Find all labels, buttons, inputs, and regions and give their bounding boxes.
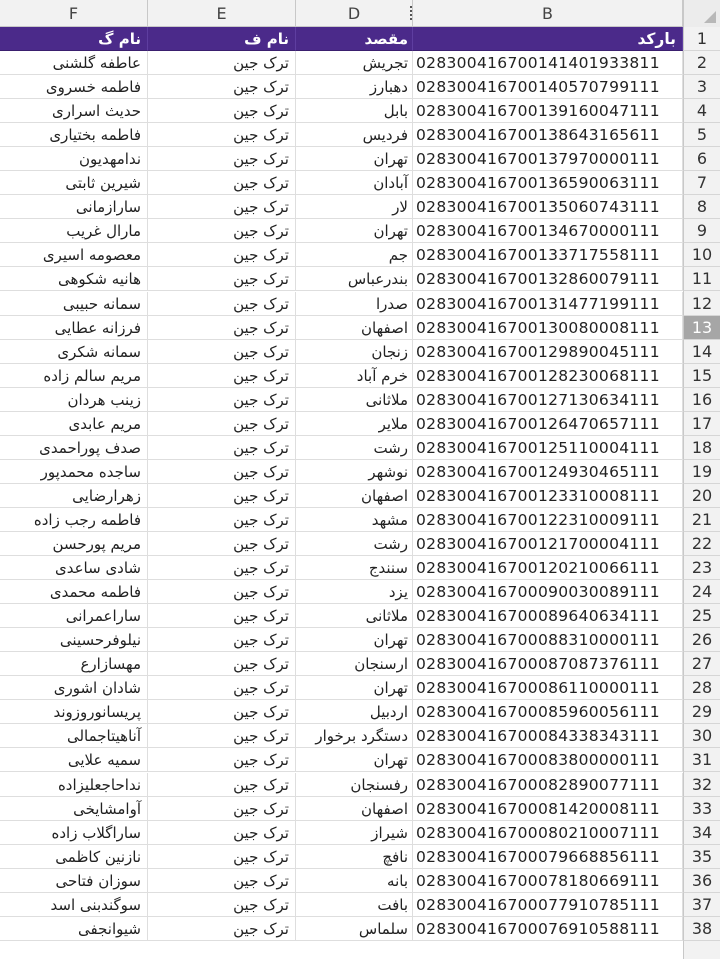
- cell-destination[interactable]: اصفهان: [296, 484, 413, 508]
- cell-destination[interactable]: اصفهان: [296, 316, 413, 340]
- column-header-f[interactable]: F: [0, 0, 148, 27]
- cell-name-f[interactable]: ترک جین: [148, 75, 296, 99]
- cell-destination[interactable]: ملاثانی: [296, 604, 413, 628]
- cell-name-g[interactable]: مهسازارع: [0, 652, 148, 676]
- cell-name-f[interactable]: ترک جین: [148, 436, 296, 460]
- cell-name-g[interactable]: مارال غریب: [0, 219, 148, 243]
- cell-name-f[interactable]: ترک جین: [148, 316, 296, 340]
- cell-name-f[interactable]: ترک جین: [148, 556, 296, 580]
- row-number[interactable]: 38: [683, 917, 720, 941]
- cell-destination[interactable]: نوشهر: [296, 460, 413, 484]
- cell-name-g[interactable]: فرزانه عطایی: [0, 316, 148, 340]
- cell-name-f[interactable]: ترک جین: [148, 219, 296, 243]
- cell-barcode[interactable]: 028300416700081420008111: [413, 797, 683, 821]
- table-row: [0, 700, 720, 724]
- table-row: [0, 917, 720, 941]
- cell-name-f[interactable]: ترک جین: [148, 821, 296, 845]
- cell-barcode[interactable]: 028300416700132860079111: [413, 267, 683, 291]
- cell-destination[interactable]: بابل: [296, 99, 413, 123]
- table-row: [0, 676, 720, 700]
- cell-name-g[interactable]: عاطفه گلشنی: [0, 51, 148, 75]
- cell-destination[interactable]: رفسنجان: [296, 773, 413, 797]
- cell-name-f[interactable]: ترک جین: [148, 123, 296, 147]
- cell-destination[interactable]: اردبیل: [296, 700, 413, 724]
- header-cell-name-g[interactable]: نام گ: [0, 27, 148, 51]
- cell-name-f[interactable]: ترک جین: [148, 700, 296, 724]
- cell-name-g[interactable]: سوزان فتاحی: [0, 869, 148, 893]
- cell-name-f[interactable]: ترک جین: [148, 292, 296, 316]
- cell-destination[interactable]: بافت: [296, 893, 413, 917]
- cell-barcode[interactable]: 028300416700123310008111: [413, 484, 683, 508]
- cell-name-f[interactable]: ترک جین: [148, 580, 296, 604]
- row-number[interactable]: 8: [683, 195, 720, 219]
- cell-name-f[interactable]: ترک جین: [148, 845, 296, 869]
- cell-name-g[interactable]: فاطمه رجب زاده: [0, 508, 148, 532]
- cell-name-f[interactable]: ترک جین: [148, 893, 296, 917]
- cell-name-g[interactable]: حدیث اسراری: [0, 99, 148, 123]
- row-number[interactable]: 1: [683, 27, 720, 51]
- row-number[interactable]: 33: [683, 797, 720, 821]
- cell-name-g[interactable]: صدف پوراحمدی: [0, 436, 148, 460]
- cell-name-f[interactable]: ترک جین: [148, 267, 296, 291]
- cell-barcode[interactable]: 028300416700122310009111: [413, 508, 683, 532]
- row-number[interactable]: 35: [683, 845, 720, 869]
- table-row: [0, 604, 720, 628]
- row-number[interactable]: 6: [683, 147, 720, 171]
- cell-name-g[interactable]: مریم سالم زاده: [0, 364, 148, 388]
- row-number[interactable]: 31: [683, 748, 720, 772]
- table-row: [0, 652, 720, 676]
- cell-name-g[interactable]: سمانه شکری: [0, 340, 148, 364]
- cell-destination[interactable]: تهران: [296, 147, 413, 171]
- cell-destination[interactable]: سلماس: [296, 917, 413, 941]
- cell-barcode[interactable]: 028300416700128230068111: [413, 364, 683, 388]
- cell-name-f[interactable]: ترک جین: [148, 243, 296, 267]
- cell-destination[interactable]: تهران: [296, 219, 413, 243]
- table-row: [0, 869, 720, 893]
- cell-destination[interactable]: یزد: [296, 580, 413, 604]
- cell-barcode[interactable]: 028300416700130080008111: [413, 316, 683, 340]
- row-number[interactable]: 36: [683, 869, 720, 893]
- header-cell-barcode[interactable]: بارکد: [413, 27, 683, 51]
- table-row: [0, 388, 720, 412]
- row-number[interactable]: 20: [683, 484, 720, 508]
- cell-name-f[interactable]: ترک جین: [148, 652, 296, 676]
- column-header-e[interactable]: E: [148, 0, 296, 27]
- cell-name-f[interactable]: ترک جین: [148, 147, 296, 171]
- table-row: [0, 436, 720, 460]
- cell-name-g[interactable]: هانیه شکوهی: [0, 267, 148, 291]
- column-header-bar: [0, 0, 720, 27]
- cell-barcode[interactable]: 028300416700082890077111: [413, 773, 683, 797]
- table-row: [0, 532, 720, 556]
- cell-barcode[interactable]: 028300416700136590063111: [413, 171, 683, 195]
- table-row: [0, 748, 720, 772]
- row-number[interactable]: 17: [683, 412, 720, 436]
- cell-barcode[interactable]: 028300416700083800000111: [413, 748, 683, 772]
- cell-name-f[interactable]: ترک جین: [148, 51, 296, 75]
- cell-name-g[interactable]: فاطمه محمدی: [0, 580, 148, 604]
- cell-destination[interactable]: شیراز: [296, 821, 413, 845]
- select-all-corner[interactable]: [683, 0, 720, 27]
- table-row: [0, 412, 720, 436]
- row-number[interactable]: 15: [683, 364, 720, 388]
- cell-name-g[interactable]: ندامهدیون: [0, 147, 148, 171]
- cell-barcode[interactable]: 028300416700120210066111: [413, 556, 683, 580]
- row-number[interactable]: 2: [683, 51, 720, 75]
- cell-name-f[interactable]: ترک جین: [148, 340, 296, 364]
- cell-destination[interactable]: تهران: [296, 676, 413, 700]
- table-row: [0, 364, 720, 388]
- row-number[interactable]: 16: [683, 388, 720, 412]
- cell-destination[interactable]: ارسنجان: [296, 652, 413, 676]
- cell-barcode[interactable]: 028300416700124930465111: [413, 460, 683, 484]
- table-row: [0, 243, 720, 267]
- row-number[interactable]: 3: [683, 75, 720, 99]
- cell-barcode[interactable]: 028300416700141401933811: [413, 51, 683, 75]
- row-number[interactable]: 5: [683, 123, 720, 147]
- cell-destination[interactable]: آبادان: [296, 171, 413, 195]
- cell-barcode[interactable]: 028300416700087087376111: [413, 652, 683, 676]
- cell-name-f[interactable]: ترک جین: [148, 724, 296, 748]
- table-row: [0, 724, 720, 748]
- cell-name-g[interactable]: فاطمه خسروی: [0, 75, 148, 99]
- cell-destination[interactable]: ملایر: [296, 412, 413, 436]
- cell-destination[interactable]: دهبارز: [296, 75, 413, 99]
- cell-name-g[interactable]: نیلوفرحسینی: [0, 628, 148, 652]
- row-number[interactable]: 12: [683, 292, 720, 316]
- table-row: [0, 147, 720, 171]
- cell-barcode[interactable]: 028300416700089640634111: [413, 604, 683, 628]
- row-number[interactable]: 28: [683, 676, 720, 700]
- row-number[interactable]: 14: [683, 340, 720, 364]
- table-row: [0, 123, 720, 147]
- cell-name-f[interactable]: ترک جین: [148, 99, 296, 123]
- cell-name-g[interactable]: معصومه اسیری: [0, 243, 148, 267]
- table-row: [0, 99, 720, 123]
- table-row: [0, 267, 720, 291]
- cell-barcode[interactable]: 028300416700133717558111: [413, 243, 683, 267]
- cell-name-g[interactable]: سمانه حبیبی: [0, 292, 148, 316]
- row-number[interactable]: 25: [683, 604, 720, 628]
- cell-name-g[interactable]: آناهیتاجمالی: [0, 724, 148, 748]
- cell-destination[interactable]: رشت: [296, 532, 413, 556]
- cell-barcode[interactable]: 028300416700137970000111: [413, 147, 683, 171]
- table-row: [0, 340, 720, 364]
- table-row: [0, 628, 720, 652]
- cell-destination[interactable]: بندرعباس: [296, 267, 413, 291]
- cell-name-f[interactable]: ترک جین: [148, 412, 296, 436]
- row-number[interactable]: 10: [683, 243, 720, 267]
- row-number[interactable]: 7: [683, 171, 720, 195]
- row-number[interactable]: 11: [683, 267, 720, 291]
- cell-name-f[interactable]: ترک جین: [148, 676, 296, 700]
- cell-barcode[interactable]: 028300416700121700004111: [413, 532, 683, 556]
- row-number[interactable]: 23: [683, 556, 720, 580]
- cell-name-g[interactable]: سمیه علایی: [0, 748, 148, 772]
- cell-name-g[interactable]: زینب هردان: [0, 388, 148, 412]
- table-row: [0, 51, 720, 75]
- cell-name-f[interactable]: ترک جین: [148, 748, 296, 772]
- row-number[interactable]: 22: [683, 532, 720, 556]
- cell-barcode[interactable]: 028300416700126470657111: [413, 412, 683, 436]
- cell-name-f[interactable]: ترک جین: [148, 388, 296, 412]
- cell-destination[interactable]: تهران: [296, 628, 413, 652]
- row-number[interactable]: 4: [683, 99, 720, 123]
- table-row: [0, 821, 720, 845]
- cell-name-f[interactable]: ترک جین: [148, 628, 296, 652]
- cell-name-g[interactable]: ساجده محمدپور: [0, 460, 148, 484]
- column-header-d[interactable]: D: [296, 0, 413, 27]
- cell-destination[interactable]: دستگرد برخوار: [296, 724, 413, 748]
- table-row: [0, 556, 720, 580]
- cell-destination[interactable]: ملاثانی: [296, 388, 413, 412]
- cell-name-g[interactable]: نداحاجعلیزاده: [0, 773, 148, 797]
- cell-barcode[interactable]: 028300416700140570799111: [413, 75, 683, 99]
- cell-name-g[interactable]: شیوانجفی: [0, 917, 148, 941]
- cell-barcode[interactable]: 028300416700088310000111: [413, 628, 683, 652]
- cell-name-f[interactable]: ترک جین: [148, 869, 296, 893]
- cell-name-f[interactable]: ترک جین: [148, 797, 296, 821]
- cell-name-g[interactable]: زهرارضایی: [0, 484, 148, 508]
- row-number[interactable]: 32: [683, 773, 720, 797]
- table-row: [0, 580, 720, 604]
- cell-destination[interactable]: خرم آباد: [296, 364, 413, 388]
- cell-destination[interactable]: سنندج: [296, 556, 413, 580]
- cell-name-f[interactable]: ترک جین: [148, 773, 296, 797]
- row-number[interactable]: 9: [683, 219, 720, 243]
- cell-name-g[interactable]: آوامشایخی: [0, 797, 148, 821]
- row-number[interactable]: 19: [683, 460, 720, 484]
- cell-destination[interactable]: تهران: [296, 748, 413, 772]
- cell-name-g[interactable]: فاطمه بختیاری: [0, 123, 148, 147]
- cell-name-g[interactable]: ساراگلاب زاده: [0, 821, 148, 845]
- row-number[interactable]: 18: [683, 436, 720, 460]
- table-row: [0, 195, 720, 219]
- cell-barcode[interactable]: 028300416700085960056111: [413, 700, 683, 724]
- cell-barcode[interactable]: 028300416700086110000111: [413, 676, 683, 700]
- row-number[interactable]: 30: [683, 724, 720, 748]
- cell-destination[interactable]: صدرا: [296, 292, 413, 316]
- cell-name-f[interactable]: ترک جین: [148, 460, 296, 484]
- cell-destination[interactable]: اصفهان: [296, 797, 413, 821]
- cell-destination[interactable]: فردیس: [296, 123, 413, 147]
- cell-destination[interactable]: زنجان: [296, 340, 413, 364]
- cell-name-f[interactable]: ترک جین: [148, 917, 296, 941]
- cell-destination[interactable]: نافچ: [296, 845, 413, 869]
- cell-name-g[interactable]: شیرین ثابتی: [0, 171, 148, 195]
- table-row: [0, 460, 720, 484]
- column-header-b[interactable]: B: [413, 0, 683, 27]
- cell-name-g[interactable]: سارازمانی: [0, 195, 148, 219]
- table-row: [0, 845, 720, 869]
- row-number[interactable]: 24: [683, 580, 720, 604]
- row-number[interactable]: 27: [683, 652, 720, 676]
- header-data-row: [0, 27, 720, 51]
- cell-destination[interactable]: جم: [296, 243, 413, 267]
- header-cell-destination[interactable]: مقصد: [296, 27, 413, 51]
- cell-name-g[interactable]: شادی ساعدی: [0, 556, 148, 580]
- cell-name-f[interactable]: ترک جین: [148, 532, 296, 556]
- row-number[interactable]: 26: [683, 628, 720, 652]
- cell-name-g[interactable]: شادان اشوری: [0, 676, 148, 700]
- table-row: [0, 484, 720, 508]
- cell-barcode[interactable]: 028300416700139160047111: [413, 99, 683, 123]
- cell-barcode[interactable]: 028300416700077910785111: [413, 893, 683, 917]
- cell-barcode[interactable]: 028300416700135060743111: [413, 195, 683, 219]
- cell-name-g[interactable]: سوگندبنی اسد: [0, 893, 148, 917]
- cell-name-f[interactable]: ترک جین: [148, 171, 296, 195]
- row-number[interactable]: 21: [683, 508, 720, 532]
- cell-destination[interactable]: بانه: [296, 869, 413, 893]
- cell-name-f[interactable]: ترک جین: [148, 604, 296, 628]
- cell-name-g[interactable]: پریسانوروزوند: [0, 700, 148, 724]
- cell-name-f[interactable]: ترک جین: [148, 508, 296, 532]
- table-row: [0, 797, 720, 821]
- cell-name-g[interactable]: ساراعمرانی: [0, 604, 148, 628]
- table-row: [0, 171, 720, 195]
- cell-barcode[interactable]: 028300416700129890045111: [413, 340, 683, 364]
- cell-name-f[interactable]: ترک جین: [148, 364, 296, 388]
- cell-name-g[interactable]: نازنین کاظمی: [0, 845, 148, 869]
- cell-name-g[interactable]: مریم پورحسن: [0, 532, 148, 556]
- row-number[interactable]: 34: [683, 821, 720, 845]
- row-number[interactable]: 37: [683, 893, 720, 917]
- cell-destination[interactable]: لار: [296, 195, 413, 219]
- cell-name-g[interactable]: مریم عابدی: [0, 412, 148, 436]
- table-row: [0, 316, 720, 340]
- cell-barcode[interactable]: 028300416700125110004111: [413, 436, 683, 460]
- table-row: [0, 292, 720, 316]
- table-row: [0, 893, 720, 917]
- header-cell-name-f[interactable]: نام ف: [148, 27, 296, 51]
- cell-name-f[interactable]: ترک جین: [148, 484, 296, 508]
- cell-barcode[interactable]: 028300416700079668856111: [413, 845, 683, 869]
- cell-barcode[interactable]: 028300416700090030089111: [413, 580, 683, 604]
- cell-barcode[interactable]: 028300416700138643165611: [413, 123, 683, 147]
- cell-barcode[interactable]: 028300416700080210007111: [413, 821, 683, 845]
- cell-destination[interactable]: مشهد: [296, 508, 413, 532]
- cell-barcode[interactable]: 028300416700134670000111: [413, 219, 683, 243]
- cell-barcode[interactable]: 028300416700076910588111: [413, 917, 683, 941]
- table-row: [0, 508, 720, 532]
- cell-destination[interactable]: رشت: [296, 436, 413, 460]
- table-row: [0, 773, 720, 797]
- cell-barcode[interactable]: 028300416700078180669111: [413, 869, 683, 893]
- cell-barcode[interactable]: 028300416700084338343111: [413, 724, 683, 748]
- cell-name-f[interactable]: ترک جین: [148, 195, 296, 219]
- cell-barcode[interactable]: 028300416700127130634111: [413, 388, 683, 412]
- row-number[interactable]: 13: [683, 316, 720, 340]
- cell-barcode[interactable]: 028300416700131477199111: [413, 292, 683, 316]
- table-row: [0, 75, 720, 99]
- cell-destination[interactable]: تجریش: [296, 51, 413, 75]
- table-row: [0, 219, 720, 243]
- row-number[interactable]: 29: [683, 700, 720, 724]
- column-resize-marker[interactable]: [410, 6, 412, 20]
